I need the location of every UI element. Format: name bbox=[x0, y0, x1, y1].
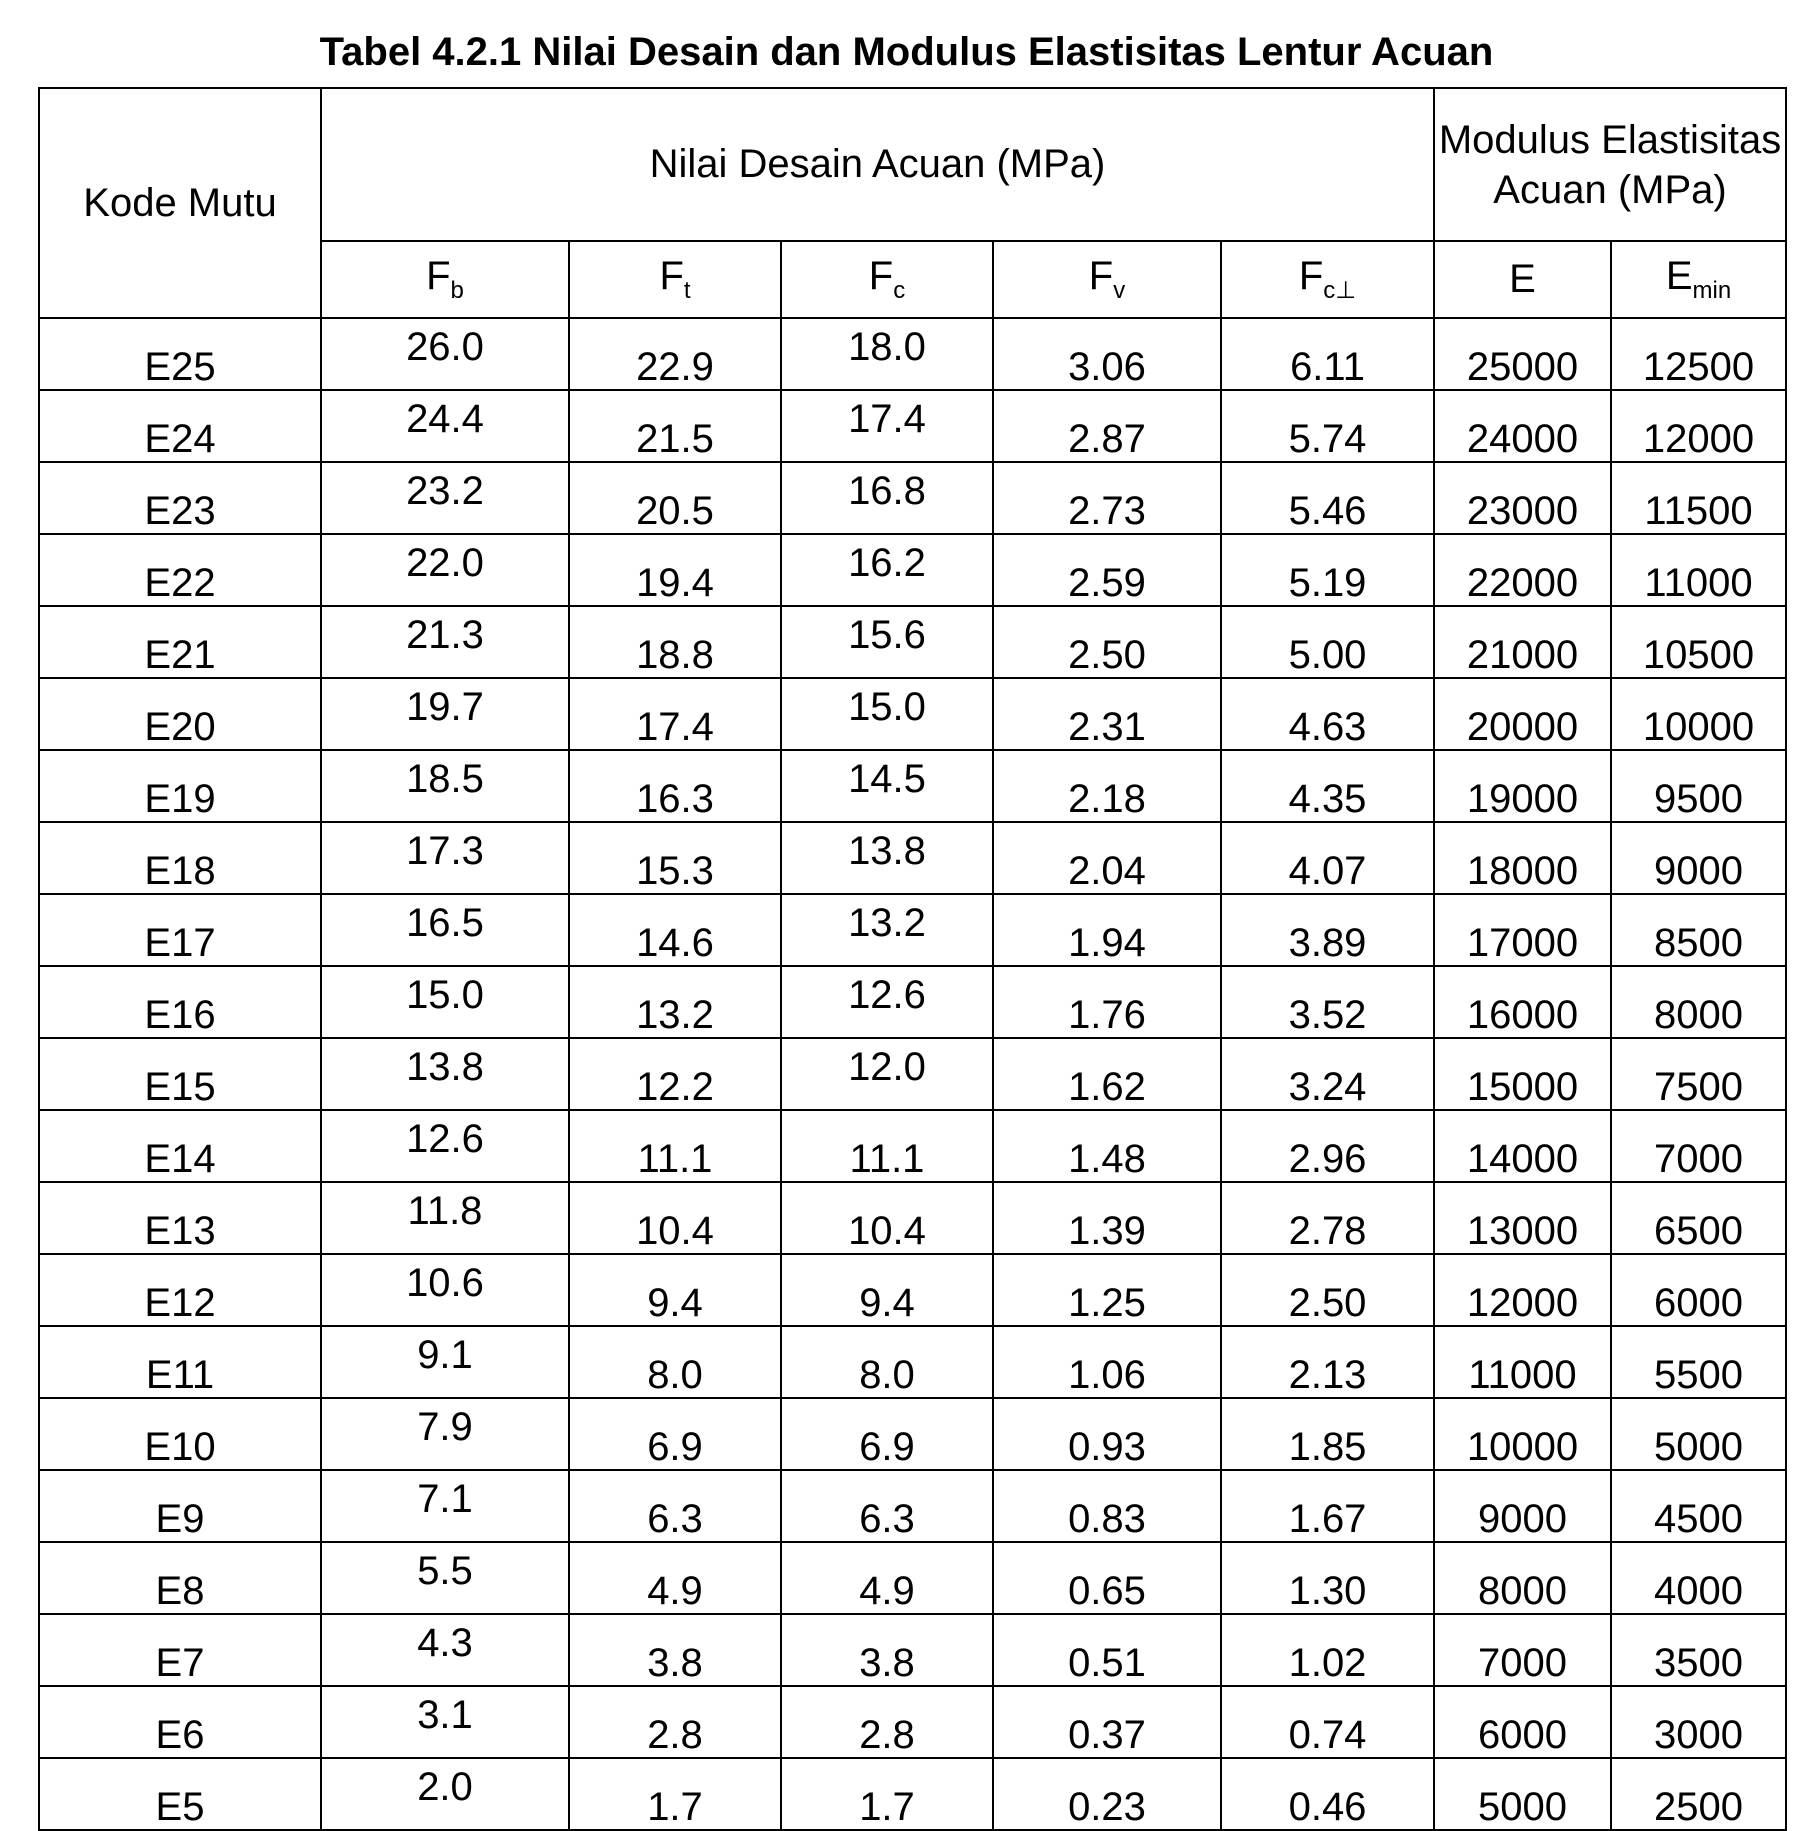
cell-ft: 18.8 bbox=[569, 606, 781, 678]
cell-kode-mutu: E23 bbox=[39, 462, 321, 534]
header-fc-perp bbox=[1221, 241, 1434, 318]
cell-kode-mutu: E20 bbox=[39, 678, 321, 750]
cell-e-min: 7000 bbox=[1611, 1110, 1786, 1182]
cell-fc: 14.5 bbox=[781, 750, 993, 822]
cell-fc: 6.9 bbox=[781, 1398, 993, 1470]
cell-ft: 6.3 bbox=[569, 1470, 781, 1542]
table-row bbox=[39, 1038, 1786, 1110]
cell-e: 13000 bbox=[1434, 1182, 1611, 1254]
cell-kode-mutu: E12 bbox=[39, 1254, 321, 1326]
cell-kode-mutu: E18 bbox=[39, 822, 321, 894]
header-fc bbox=[781, 241, 993, 318]
cell-e: 17000 bbox=[1434, 894, 1611, 966]
cell-fv: 2.50 bbox=[993, 606, 1221, 678]
table-row bbox=[39, 894, 1786, 966]
cell-kode-mutu: E25 bbox=[39, 318, 321, 390]
cell-fc: 10.4 bbox=[781, 1182, 993, 1254]
cell-e: 11000 bbox=[1434, 1326, 1611, 1398]
cell-kode-mutu: E14 bbox=[39, 1110, 321, 1182]
cell-fv: 2.31 bbox=[993, 678, 1221, 750]
table-row bbox=[39, 1326, 1786, 1398]
cell-e: 25000 bbox=[1434, 318, 1611, 390]
cell-fb: 19.7 bbox=[321, 678, 569, 750]
cell-fb: 13.8 bbox=[321, 1038, 569, 1110]
header-nilai-desain: Nilai Desain Acuan (MPa) bbox=[321, 88, 1434, 241]
table-row bbox=[39, 750, 1786, 822]
symbol-base: F bbox=[1298, 254, 1324, 299]
table-row bbox=[39, 1254, 1786, 1326]
cell-fc: 15.0 bbox=[781, 678, 993, 750]
cell-fc-perp: 5.46 bbox=[1221, 462, 1434, 534]
cell-fb: 17.3 bbox=[321, 822, 569, 894]
design-values-table bbox=[38, 87, 1787, 1831]
table-row bbox=[39, 390, 1786, 462]
cell-e-min: 7500 bbox=[1611, 1038, 1786, 1110]
header-e bbox=[1434, 241, 1611, 318]
table-row bbox=[39, 1686, 1786, 1758]
cell-e-min: 3000 bbox=[1611, 1686, 1786, 1758]
cell-e-min: 11000 bbox=[1611, 534, 1786, 606]
cell-ft: 17.4 bbox=[569, 678, 781, 750]
cell-kode-mutu: E5 bbox=[39, 1758, 321, 1830]
cell-fc: 13.2 bbox=[781, 894, 993, 966]
cell-ft: 14.6 bbox=[569, 894, 781, 966]
symbol-subscript: v bbox=[1113, 277, 1126, 305]
cell-ft: 13.2 bbox=[569, 966, 781, 1038]
cell-fv: 2.87 bbox=[993, 390, 1221, 462]
cell-e: 6000 bbox=[1434, 1686, 1611, 1758]
cell-fc: 13.8 bbox=[781, 822, 993, 894]
cell-fv: 1.62 bbox=[993, 1038, 1221, 1110]
table-row bbox=[39, 1398, 1786, 1470]
cell-fb: 18.5 bbox=[321, 750, 569, 822]
cell-e-min: 6500 bbox=[1611, 1182, 1786, 1254]
cell-kode-mutu: E19 bbox=[39, 750, 321, 822]
cell-e-min: 5000 bbox=[1611, 1398, 1786, 1470]
cell-kode-mutu: E13 bbox=[39, 1182, 321, 1254]
cell-fb: 22.0 bbox=[321, 534, 569, 606]
cell-fv: 0.65 bbox=[993, 1542, 1221, 1614]
cell-e-min: 4000 bbox=[1611, 1542, 1786, 1614]
cell-fv: 0.83 bbox=[993, 1470, 1221, 1542]
cell-e: 15000 bbox=[1434, 1038, 1611, 1110]
cell-fb: 9.1 bbox=[321, 1326, 569, 1398]
cell-fc-perp: 1.85 bbox=[1221, 1398, 1434, 1470]
cell-fc-perp: 2.50 bbox=[1221, 1254, 1434, 1326]
table-header bbox=[39, 88, 1786, 318]
cell-fv: 0.93 bbox=[993, 1398, 1221, 1470]
cell-fv: 2.04 bbox=[993, 822, 1221, 894]
cell-fv: 0.23 bbox=[993, 1758, 1221, 1830]
header-fv bbox=[993, 241, 1221, 318]
cell-e: 5000 bbox=[1434, 1758, 1611, 1830]
cell-e-min: 12500 bbox=[1611, 318, 1786, 390]
cell-ft: 10.4 bbox=[569, 1182, 781, 1254]
cell-kode-mutu: E15 bbox=[39, 1038, 321, 1110]
cell-fv: 2.18 bbox=[993, 750, 1221, 822]
header-modulus: Modulus Elastisitas Acuan (MPa) bbox=[1434, 88, 1786, 241]
cell-fb: 21.3 bbox=[321, 606, 569, 678]
cell-fb: 4.3 bbox=[321, 1614, 569, 1686]
cell-fc-perp: 5.00 bbox=[1221, 606, 1434, 678]
table-row bbox=[39, 462, 1786, 534]
cell-e: 18000 bbox=[1434, 822, 1611, 894]
cell-fv: 0.37 bbox=[993, 1686, 1221, 1758]
cell-e-min: 12000 bbox=[1611, 390, 1786, 462]
cell-fc: 4.9 bbox=[781, 1542, 993, 1614]
symbol-base: F bbox=[1088, 254, 1114, 299]
cell-fc: 3.8 bbox=[781, 1614, 993, 1686]
cell-fb: 7.9 bbox=[321, 1398, 569, 1470]
cell-e-min: 5500 bbox=[1611, 1326, 1786, 1398]
cell-ft: 9.4 bbox=[569, 1254, 781, 1326]
cell-fb: 24.4 bbox=[321, 390, 569, 462]
table-row bbox=[39, 1182, 1786, 1254]
cell-e-min: 10500 bbox=[1611, 606, 1786, 678]
cell-e: 20000 bbox=[1434, 678, 1611, 750]
cell-e-min: 4500 bbox=[1611, 1470, 1786, 1542]
cell-fv: 1.48 bbox=[993, 1110, 1221, 1182]
cell-fb: 12.6 bbox=[321, 1110, 569, 1182]
cell-e-min: 10000 bbox=[1611, 678, 1786, 750]
cell-fc-perp: 2.78 bbox=[1221, 1182, 1434, 1254]
cell-fc: 16.8 bbox=[781, 462, 993, 534]
cell-fb: 2.0 bbox=[321, 1758, 569, 1830]
symbol-base: E bbox=[1665, 254, 1693, 299]
cell-fc-perp: 1.30 bbox=[1221, 1542, 1434, 1614]
cell-fc: 15.6 bbox=[781, 606, 993, 678]
cell-ft: 16.3 bbox=[569, 750, 781, 822]
cell-fc-perp: 6.11 bbox=[1221, 318, 1434, 390]
cell-fb: 10.6 bbox=[321, 1254, 569, 1326]
cell-e: 9000 bbox=[1434, 1470, 1611, 1542]
cell-fc: 12.0 bbox=[781, 1038, 993, 1110]
symbol-subscript: t bbox=[683, 277, 691, 305]
cell-kode-mutu: E21 bbox=[39, 606, 321, 678]
cell-e-min: 6000 bbox=[1611, 1254, 1786, 1326]
cell-e-min: 9000 bbox=[1611, 822, 1786, 894]
cell-fc-perp: 2.13 bbox=[1221, 1326, 1434, 1398]
cell-fc-perp: 3.52 bbox=[1221, 966, 1434, 1038]
table-row bbox=[39, 1614, 1786, 1686]
cell-kode-mutu: E24 bbox=[39, 390, 321, 462]
cell-kode-mutu: E11 bbox=[39, 1326, 321, 1398]
table-row bbox=[39, 966, 1786, 1038]
cell-e: 8000 bbox=[1434, 1542, 1611, 1614]
cell-ft: 19.4 bbox=[569, 534, 781, 606]
cell-e: 14000 bbox=[1434, 1110, 1611, 1182]
table-row bbox=[39, 678, 1786, 750]
cell-fc-perp: 2.96 bbox=[1221, 1110, 1434, 1182]
cell-e-min: 8500 bbox=[1611, 894, 1786, 966]
cell-fv: 1.39 bbox=[993, 1182, 1221, 1254]
cell-kode-mutu: E22 bbox=[39, 534, 321, 606]
cell-fc-perp: 0.46 bbox=[1221, 1758, 1434, 1830]
cell-fc: 9.4 bbox=[781, 1254, 993, 1326]
cell-fc: 18.0 bbox=[781, 318, 993, 390]
cell-e-min: 2500 bbox=[1611, 1758, 1786, 1830]
cell-e: 7000 bbox=[1434, 1614, 1611, 1686]
cell-fv: 1.94 bbox=[993, 894, 1221, 966]
cell-fc: 2.8 bbox=[781, 1686, 993, 1758]
cell-kode-mutu: E17 bbox=[39, 894, 321, 966]
symbol-base: E bbox=[1509, 257, 1536, 302]
cell-fc-perp: 5.74 bbox=[1221, 390, 1434, 462]
cell-ft: 11.1 bbox=[569, 1110, 781, 1182]
cell-fc-perp: 4.07 bbox=[1221, 822, 1434, 894]
table-row bbox=[39, 534, 1786, 606]
cell-e-min: 11500 bbox=[1611, 462, 1786, 534]
cell-fv: 3.06 bbox=[993, 318, 1221, 390]
cell-fc-perp: 3.24 bbox=[1221, 1038, 1434, 1110]
header-e-min bbox=[1611, 241, 1786, 318]
symbol-base: F bbox=[659, 254, 684, 299]
cell-kode-mutu: E16 bbox=[39, 966, 321, 1038]
cell-kode-mutu: E10 bbox=[39, 1398, 321, 1470]
cell-ft: 3.8 bbox=[569, 1614, 781, 1686]
cell-e-min: 3500 bbox=[1611, 1614, 1786, 1686]
cell-e: 19000 bbox=[1434, 750, 1611, 822]
header-fb bbox=[321, 241, 569, 318]
symbol-subscript: min bbox=[1692, 277, 1732, 305]
cell-fb: 16.5 bbox=[321, 894, 569, 966]
table-title: Tabel 4.2.1 Nilai Desain dan Modulus Elastisitas Lentur Acuan bbox=[319, 30, 1494, 74]
cell-ft: 4.9 bbox=[569, 1542, 781, 1614]
cell-e: 16000 bbox=[1434, 966, 1611, 1038]
cell-kode-mutu: E6 bbox=[39, 1686, 321, 1758]
cell-ft: 20.5 bbox=[569, 462, 781, 534]
cell-ft: 2.8 bbox=[569, 1686, 781, 1758]
cell-kode-mutu: E7 bbox=[39, 1614, 321, 1686]
cell-ft: 1.7 bbox=[569, 1758, 781, 1830]
table-row bbox=[39, 1758, 1786, 1830]
symbol-subscript: c bbox=[893, 277, 906, 305]
cell-e: 21000 bbox=[1434, 606, 1611, 678]
table-row bbox=[39, 318, 1786, 390]
table-row bbox=[39, 1110, 1786, 1182]
symbol-subscript: c⊥ bbox=[1323, 277, 1357, 305]
cell-fv: 2.59 bbox=[993, 534, 1221, 606]
cell-kode-mutu: E8 bbox=[39, 1542, 321, 1614]
cell-e: 12000 bbox=[1434, 1254, 1611, 1326]
cell-fb: 11.8 bbox=[321, 1182, 569, 1254]
cell-fb: 23.2 bbox=[321, 462, 569, 534]
table-row bbox=[39, 1470, 1786, 1542]
symbol-subscript: b bbox=[450, 277, 464, 305]
cell-fb: 15.0 bbox=[321, 966, 569, 1038]
cell-fc-perp: 1.02 bbox=[1221, 1614, 1434, 1686]
cell-ft: 12.2 bbox=[569, 1038, 781, 1110]
cell-ft: 22.9 bbox=[569, 318, 781, 390]
cell-fc-perp: 1.67 bbox=[1221, 1470, 1434, 1542]
table-row bbox=[39, 606, 1786, 678]
cell-fb: 3.1 bbox=[321, 1686, 569, 1758]
header-kode-mutu: Kode Mutu bbox=[39, 88, 321, 318]
cell-fc: 1.7 bbox=[781, 1758, 993, 1830]
cell-e-min: 8000 bbox=[1611, 966, 1786, 1038]
cell-fc-perp: 0.74 bbox=[1221, 1686, 1434, 1758]
table-body bbox=[39, 318, 1786, 1830]
cell-fc: 8.0 bbox=[781, 1326, 993, 1398]
cell-e: 10000 bbox=[1434, 1398, 1611, 1470]
cell-fv: 1.06 bbox=[993, 1326, 1221, 1398]
table-row bbox=[39, 822, 1786, 894]
cell-ft: 15.3 bbox=[569, 822, 781, 894]
cell-fc-perp: 3.89 bbox=[1221, 894, 1434, 966]
cell-fv: 1.25 bbox=[993, 1254, 1221, 1326]
cell-fc: 6.3 bbox=[781, 1470, 993, 1542]
cell-fb: 26.0 bbox=[321, 318, 569, 390]
cell-fc: 17.4 bbox=[781, 390, 993, 462]
cell-fv: 1.76 bbox=[993, 966, 1221, 1038]
cell-ft: 6.9 bbox=[569, 1398, 781, 1470]
cell-fb: 7.1 bbox=[321, 1470, 569, 1542]
header-ft bbox=[569, 241, 781, 318]
cell-ft: 8.0 bbox=[569, 1326, 781, 1398]
cell-e-min: 9500 bbox=[1611, 750, 1786, 822]
cell-fv: 0.51 bbox=[993, 1614, 1221, 1686]
cell-fc-perp: 5.19 bbox=[1221, 534, 1434, 606]
cell-fc: 12.6 bbox=[781, 966, 993, 1038]
cell-fc-perp: 4.63 bbox=[1221, 678, 1434, 750]
cell-fc: 16.2 bbox=[781, 534, 993, 606]
cell-fc-perp: 4.35 bbox=[1221, 750, 1434, 822]
cell-fv: 2.73 bbox=[993, 462, 1221, 534]
cell-fc: 11.1 bbox=[781, 1110, 993, 1182]
cell-e: 22000 bbox=[1434, 534, 1611, 606]
symbol-base: F bbox=[868, 254, 894, 299]
cell-fb: 5.5 bbox=[321, 1542, 569, 1614]
cell-ft: 21.5 bbox=[569, 390, 781, 462]
cell-kode-mutu: E9 bbox=[39, 1470, 321, 1542]
cell-e: 23000 bbox=[1434, 462, 1611, 534]
table-row bbox=[39, 1542, 1786, 1614]
symbol-base: F bbox=[426, 254, 451, 299]
cell-e: 24000 bbox=[1434, 390, 1611, 462]
